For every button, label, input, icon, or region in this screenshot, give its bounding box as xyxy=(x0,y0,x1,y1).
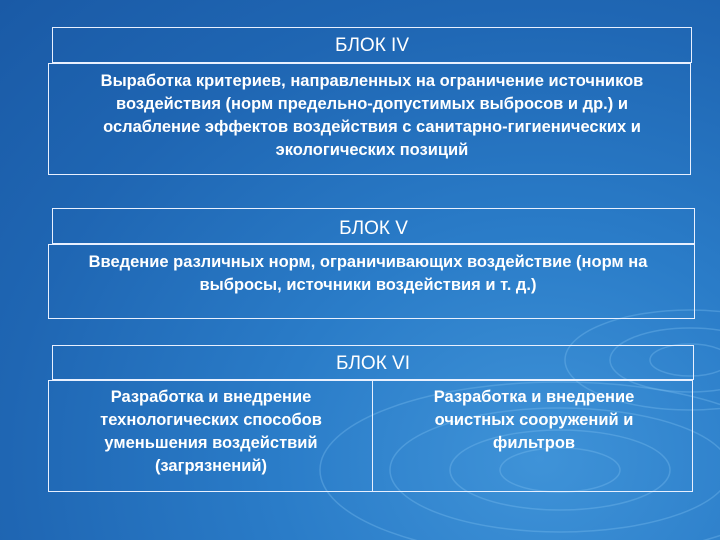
block-6-title-text: БЛОК VI xyxy=(335,353,410,374)
block-6-right-text: Разработка и внедрение очистных сооружений и фильтров xyxy=(433,388,635,452)
block-4-title xyxy=(52,27,692,63)
block-6-title xyxy=(52,345,694,380)
block-5-title-text: БЛОК V xyxy=(339,218,408,239)
block-4-text: Выработка критериев, направленных на ограничение источников воздействия (норм предельно-допустимых выбросов и др.) и ослабление эффектов воздействия с санитарно-гигиенических и экологических позиций xyxy=(100,72,644,159)
block-4-title-text: БЛОК IV xyxy=(334,35,409,56)
block-6-column-divider xyxy=(372,380,373,492)
block-5-text: Введение различных норм, ограничивающих воздействие (норм на выбросы, источники воздействия и т. д.) xyxy=(88,253,648,294)
block-5-title xyxy=(52,208,695,244)
block-6-left-text: Разработка и внедрение технологических способов уменьшения воздействий (загрязнений) xyxy=(100,388,322,475)
